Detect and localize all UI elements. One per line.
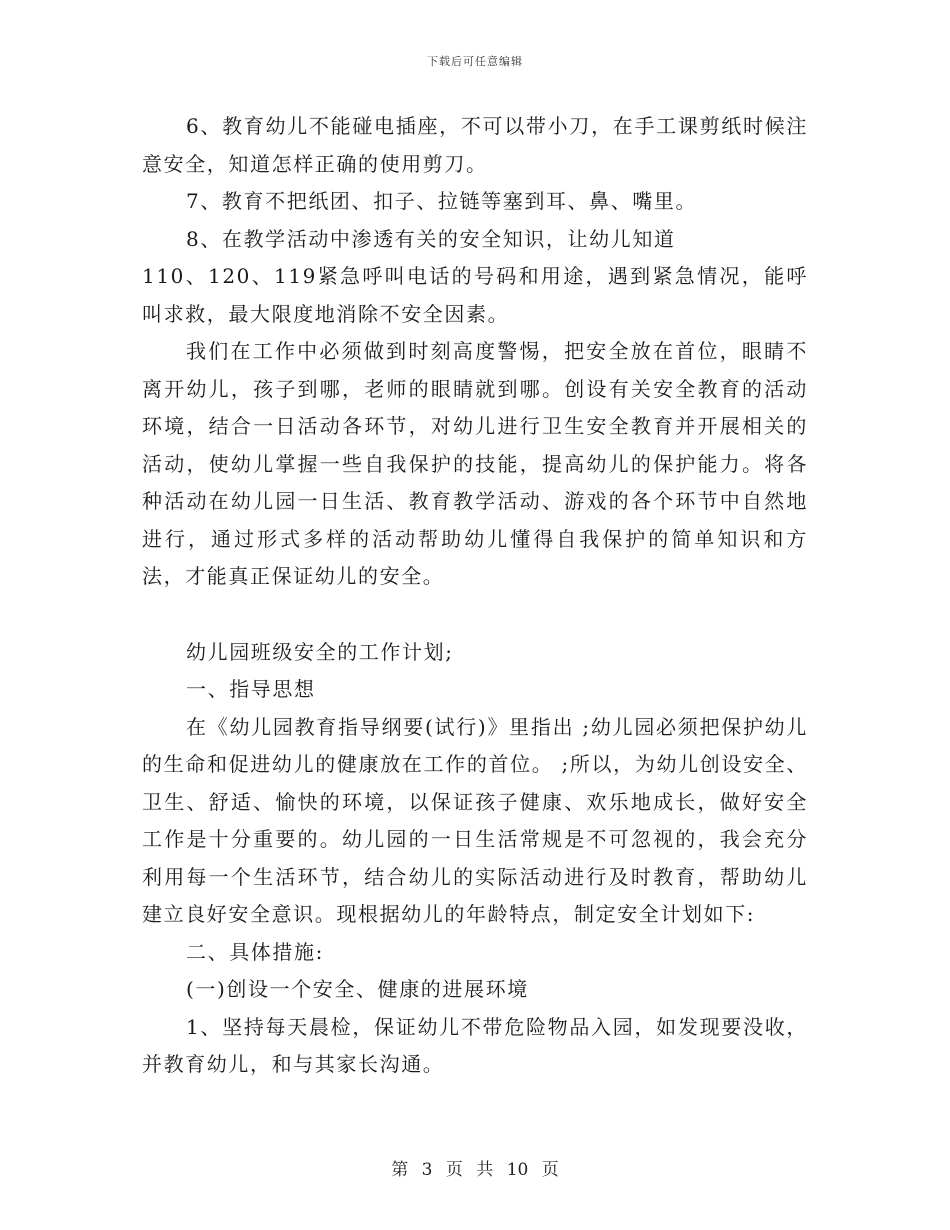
paragraph-item-7: 7、教育不把纸团、扣子、拉链等塞到耳、鼻、嘴里。	[186, 189, 698, 213]
section-title: 幼儿园班级安全的工作计划;	[186, 639, 454, 664]
paragraph-item-6: 6、教育幼儿不能碰电插座，不可以带小刀，在手工课剪纸时候注意安全，知道怎样正确的使用剪刀。	[142, 114, 808, 176]
heading-specific-measures: 二、具体措施:	[186, 939, 324, 964]
paragraph-item-8: 8、在教学活动中渗透有关的安全知识，让幼儿知道	[186, 226, 676, 251]
section-spacer	[142, 596, 808, 634]
paragraph-guiding-ideology: 在《幼儿园教育指导纲要(试行)》里指出 ;幼儿园必须把保护幼儿的生命和促进幼儿的健康放在工作的首位。 ;所以，为幼儿创设安全、卫生、舒适、愉快的环境，以保证孩子健康、欢乐地成长，做好安全工作是十分重要的。幼儿园的一日生活常规是不可忽视的，我会充分利用每一个生活环节，结合幼儿的实际活动进行及时教育，帮助幼儿建立良好安全意识。现根据幼儿的年龄特点，制定安全计划如下:	[142, 714, 808, 926]
heading-guiding-ideology: 一、指导思想	[186, 677, 316, 701]
paragraph-item-8-continued: 110、120、119紧急呼叫电话的号码和用途，遇到紧急情况，能呼叫求救，最大限度地消除不安全因素。	[142, 264, 808, 326]
page-header: 下载后可任意编辑	[427, 55, 523, 68]
page-footer: 第 3 页 共 10 页	[391, 1160, 559, 1180]
document-body	[142, 108, 808, 1084]
paragraph-summary: 我们在工作中必须做到时刻高度警惕，把安全放在首位，眼睛不离开幼儿，孩子到哪，老师的眼睛就到哪。创设有关安全教育的活动环境，结合一日活动各环节，对幼儿进行卫生安全教育并开展相关的活动，使幼儿掌握一些自我保护的技能，提高幼儿的保护能力。将各种活动在幼儿园一日生活、教育教学活动、游戏的各个环节中自然地进行，通过形式多样的活动帮助幼儿懂得自我保护的简单知识和方法，才能真正保证幼儿的安全。	[142, 339, 808, 588]
paragraph-measure-1: 1、坚持每天晨检，保证幼儿不带危险物品入园，如发现要没收，并教育幼儿，和与其家长沟通。	[142, 1014, 808, 1076]
subheading-environment: (一)创设一个安全、健康的进展环境	[186, 977, 529, 1001]
